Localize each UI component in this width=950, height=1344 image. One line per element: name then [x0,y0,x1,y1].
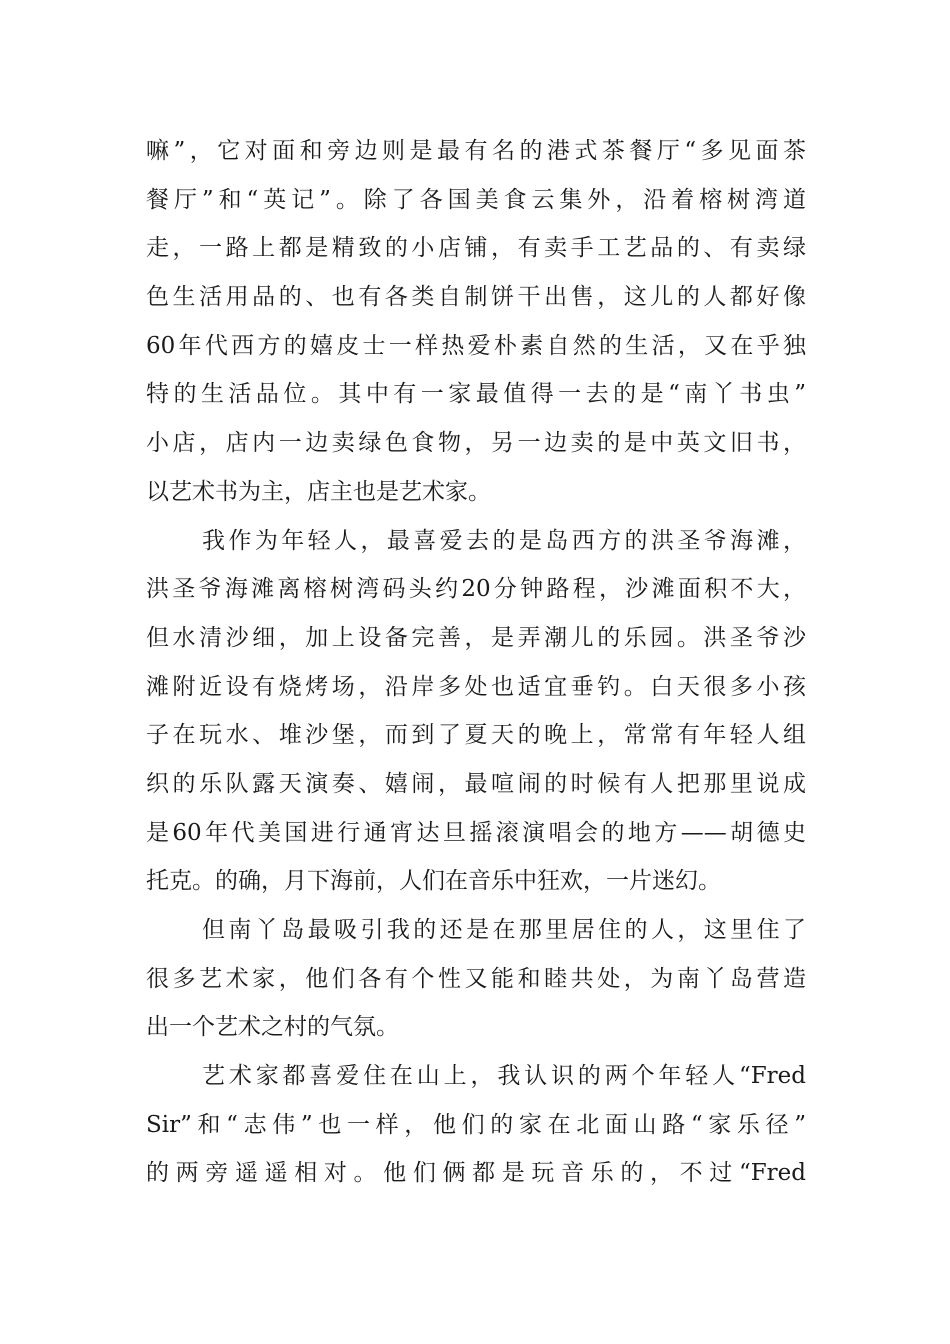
text-line: 小店，店内一边卖绿色食物，另一边卖的是中英文旧书， [146,430,806,457]
text-line: 色生活用品的、也有各类自制饼干出售，这儿的人都好像 [146,284,806,311]
text-line: 子在玩水、堆沙堡，而到了夏天的晚上，常常有年轻人组 [146,722,806,749]
text-line: Sir”和“志伟”也一样，他们的家在北面山路“家乐径” [146,1111,806,1138]
paragraph-first-line: 但南丫岛最吸引我的还是在那里居住的人，这里住了 [202,917,806,943]
text-line: 60年代西方的嬉皮士一样热爱朴素自然的生活，又在乎独 [146,332,806,359]
text-line: 很多艺术家，他们各有个性又能和睦共处，为南丫岛营造 [146,965,806,992]
text-line: 以艺术书为主，店主也是艺术家。 [146,478,491,505]
paragraph-first-line: 我作为年轻人，最喜爱去的是岛西方的洪圣爷海滩， [202,527,806,554]
text-line: 织的乐队露天演奏、嬉闹，最喧闹的时候有人把那里说成 [146,770,806,797]
text-line: 是60年代美国进行通宵达旦摇滚演唱会的地方——胡德史 [146,819,806,846]
text-line: 嘛”，它对面和旁边则是最有名的港式茶餐厅“多见面茶 [146,138,806,164]
text-line: 的两旁遥遥相对。他们俩都是玩音乐的，不过“Fred [146,1160,806,1187]
text-line: 洪圣爷海滩离榕树湾码头约20分钟路程，沙滩面积不大， [146,576,806,603]
text-line: 托克。的确，月下海前，人们在音乐中狂欢，一片迷幻。 [146,868,721,895]
document-body [146,127,806,1198]
text-line: 出一个艺术之村的气氛。 [146,1014,399,1041]
text-line: 滩附近设有烧烤场，沿岸多处也适宜垂钓。白天很多小孩 [146,673,806,700]
paragraph-first-line: 艺术家都喜爱住在山上，我认识的两个年轻人“Fred [202,1063,806,1090]
text-line: 餐厅”和“英记”。除了各国美食云集外，沿着榕树湾道 [146,186,806,213]
text-line: 但水清沙细，加上设备完善，是弄潮儿的乐园。洪圣爷沙 [146,624,806,651]
text-line: 走，一路上都是精致的小店铺，有卖手工艺品的、有卖绿 [146,235,806,262]
text-line: 特的生活品位。其中有一家最值得一去的是“南丫书虫” [146,381,806,408]
